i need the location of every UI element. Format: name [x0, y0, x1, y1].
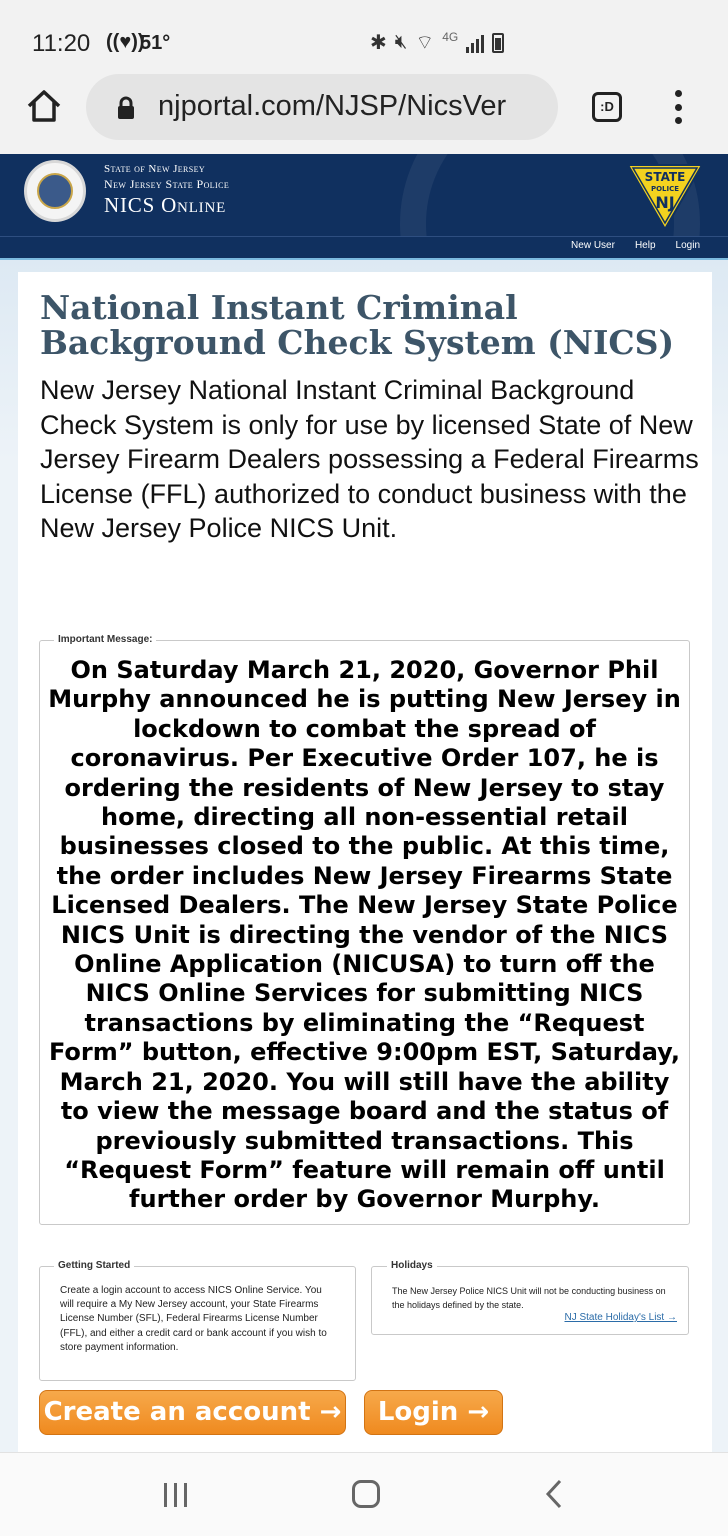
page-title: National Instant Criminal Background Check System (NICS): [40, 288, 675, 362]
wifi-icon: ⌔: [415, 32, 435, 54]
status-icons: [370, 30, 504, 55]
badge-police-text: POLICE: [650, 185, 680, 193]
header-state: State of New Jersey: [104, 163, 206, 175]
lock-icon: [116, 96, 136, 120]
signal-icon: [466, 33, 484, 53]
holiday-list-link[interactable]: NJ State Holiday's List →: [564, 1312, 677, 1323]
header-site-name: NICS Online: [104, 193, 227, 217]
login-button[interactable]: Login →: [364, 1390, 503, 1435]
android-nav-bar: [0, 1452, 728, 1536]
status-time: 11:20: [32, 30, 91, 57]
nav-login-link[interactable]: Login: [675, 240, 700, 251]
iheart-icon: ((♥)): [106, 31, 145, 53]
status-temperature: 51°: [140, 32, 171, 54]
holidays-text: The New Jersey Police NICS Unit will not be conducting business on the holidays defined by the state.: [392, 1286, 666, 1310]
network-type: 4G: [442, 29, 459, 44]
status-bar: [0, 0, 728, 72]
tab-switcher-button[interactable]: :D: [592, 92, 622, 122]
browser-toolbar: [0, 72, 728, 154]
badge-nj-text: NJ: [655, 193, 675, 212]
intro-paragraph: New Jersey National Instant Criminal Background Check System is only for use by licensed State of New Jersey Firearm Dealers possessing a Federal Firearms License (FFL) authorized to conduct business with the New Jersey Police NICS Unit.: [40, 375, 699, 543]
recents-icon[interactable]: [164, 1483, 187, 1507]
nj-state-seal-logo: [24, 160, 86, 222]
site-branding: [104, 162, 229, 218]
back-icon[interactable]: [540, 1477, 570, 1511]
nj-state-police-badge-logo: [626, 161, 704, 231]
holidays-legend: Holidays: [387, 1260, 437, 1271]
getting-started-legend: Getting Started: [54, 1260, 134, 1271]
create-account-button[interactable]: Create an account →: [39, 1390, 346, 1435]
nav-help-link[interactable]: Help: [634, 240, 656, 251]
home-icon[interactable]: [24, 86, 64, 126]
battery-icon: [492, 33, 504, 53]
badge-state-text: STATE: [644, 170, 686, 184]
mute-icon: 🔇︎: [394, 31, 408, 53]
nav-new-user-link[interactable]: New User: [571, 240, 615, 251]
important-message-legend: Important Message:: [54, 634, 156, 645]
bluetooth-icon: ✱: [370, 32, 387, 54]
site-nav: [0, 236, 728, 260]
home-nav-icon[interactable]: [352, 1480, 380, 1508]
url-text: njportal.com/NJSP/NicsVer: [158, 90, 507, 122]
browser-menu-icon[interactable]: [672, 90, 684, 124]
header-agency: New Jersey State Police: [104, 177, 230, 191]
getting-started-text: Create a login account to access NICS Online Service. You will require a My New Jersey account, your State Firearms License Number (SFL), Federal Firearms License Number (FFL), and either a credit card or bank account if you wish to store payment information.: [60, 1285, 327, 1353]
address-bar[interactable]: [86, 74, 558, 140]
important-message-text: On Saturday March 21, 2020, Governor Phil Murphy announced he is putting New Jersey in lockdown to combat the spread of coronavirus. Per Executive Order 107, he is ordering the residents of New Jersey to stay home, directing all non-essential retail businesses closed to the public. At this time, the order includes New Jersey Firearms State Licensed Dealers. The New Jersey State Police NICS Unit is directing the vendor of the NICS Online Application (NICUSA) to turn off the NICS Online Services for submitting NICS transactions by eliminating the “Request Form” button, effective 9:00pm EST, Saturday, March 21, 2020. You will still have the ability to view the message board and the status of previously submitted transactions. This “Request Form” feature will remain off until further order by Governor Murphy.: [48, 656, 681, 1214]
site-header: [0, 154, 728, 236]
